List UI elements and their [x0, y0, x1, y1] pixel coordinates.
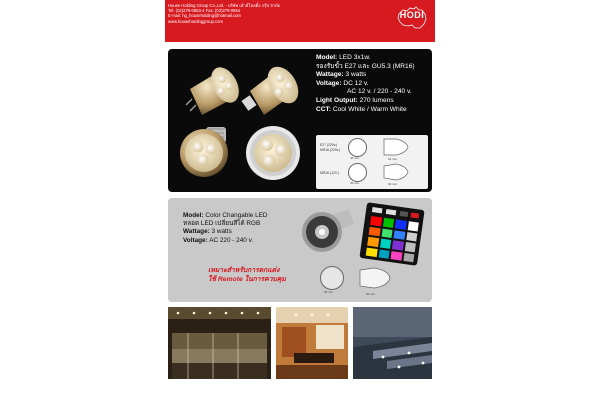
- rgb-bulb-side-outline: [358, 266, 392, 290]
- key-strobe: [404, 242, 416, 252]
- key-white: [407, 221, 419, 231]
- dim-diameter-1: 46 mm.: [350, 156, 361, 160]
- voltage-value-2: AC 220 - 240 v.: [209, 236, 254, 244]
- slogan-text: [208, 266, 286, 284]
- showroom-jewelry-store-photo: [168, 307, 271, 379]
- key-blue: [395, 219, 407, 229]
- company-info: [168, 3, 280, 24]
- key-purple: [392, 240, 404, 250]
- key-light-blue: [393, 230, 405, 240]
- voltage-ac: AC 12 v. / 220 - 240 v.: [347, 88, 412, 96]
- voltage-label: Voltage:: [316, 79, 342, 87]
- logo-text: HODI: [399, 10, 425, 20]
- bulb-side-outline-2: [382, 162, 410, 182]
- model-label-2: Model:: [183, 212, 204, 219]
- slogan-line-2: ใช้ Remote ในการควบคุม: [208, 276, 286, 283]
- hodi-logo: [394, 4, 430, 34]
- key-light-green: [381, 228, 393, 238]
- wattage-value: 3 watts: [345, 71, 367, 79]
- key-pink: [391, 251, 403, 261]
- key-fade: [403, 252, 415, 262]
- company-name: House Holding Group Co.,Ltd. - บริษัท เฮ้าส์โฮลดิ้ง กรุ๊ป จำกัด: [168, 3, 281, 8]
- wattage-value-2: 3 watts: [211, 228, 232, 236]
- brochure-page: [165, 0, 435, 400]
- light-output-label: Light Output:: [316, 96, 358, 104]
- product-panel-led-3x1w: [168, 49, 432, 192]
- interior-kitchen-photo: [276, 307, 348, 379]
- diagram-label-mr16-220: MR16 (220v.): [320, 148, 341, 152]
- socket-support-text: รองรับขั้ว E27 และ GU5.3 (MR16): [316, 62, 415, 70]
- header-banner: [165, 0, 435, 42]
- model-value-2: Color Changable LED: [205, 212, 268, 219]
- wattage-label-2: Wattage:: [183, 228, 210, 236]
- key-red: [370, 216, 382, 226]
- wattage-label: Wattage:: [316, 71, 344, 79]
- rgb-remote-control: [359, 202, 424, 266]
- bulb-side-outline: [382, 137, 410, 157]
- key-orange: [369, 226, 381, 236]
- led-bulb-e27-photo: [180, 127, 228, 177]
- model-value: LED 3x1w.: [339, 54, 371, 61]
- key-amber: [367, 237, 379, 247]
- led-bulb-face-photo: [246, 126, 300, 180]
- remote-dim-button: [386, 209, 397, 215]
- spec-block-rgb-led: [183, 212, 268, 245]
- key-flash: [406, 232, 418, 242]
- key-yellow: [366, 247, 378, 257]
- dimension-diagram: [316, 135, 428, 189]
- slogan-line-1: เหมาะสำหรับการตกแต่ง: [208, 267, 280, 274]
- dim-length-2: 62 mm.: [388, 182, 399, 186]
- rgb-thai-description: หลอด LED เปลี่ยนสีได้ RGB: [183, 220, 261, 228]
- spec-block-led-3x1w: [316, 54, 415, 114]
- dim-length-1: 62 mm.: [388, 157, 399, 161]
- remote-off-button: [400, 211, 409, 217]
- remote-on-button: [410, 212, 419, 218]
- key-green: [383, 218, 395, 228]
- cct-label: CCT:: [316, 105, 332, 113]
- website-link[interactable]: www.househoIdinggroup.com: [168, 18, 223, 24]
- led-bulb-mr16-photo: [186, 63, 245, 115]
- product-panel-rgb-led: [168, 198, 432, 302]
- rgb-dim-diameter: 46 mm.: [324, 290, 335, 294]
- email: E-mail: hg_householding@hotmail.com: [168, 13, 241, 19]
- cct-value: Cool White / Warm White: [332, 105, 407, 113]
- rgb-bulb-photo: [298, 204, 358, 256]
- bulb-front-outline: [348, 138, 367, 157]
- rgb-bulb-front-outline: [320, 266, 344, 290]
- remote-color-keypad: [366, 216, 419, 262]
- phone-fax: Tel. (02)279-0653-4 Fax. (02)279-0654: [168, 8, 241, 14]
- interior-stairs-photo: [353, 307, 432, 379]
- led-bulb-gu53-photo: [241, 61, 304, 115]
- diagram-label-mr16-12v: MR16 (12V.): [320, 171, 339, 175]
- remote-brightness-button: [372, 207, 383, 213]
- key-cyan: [380, 238, 392, 248]
- voltage-dc: DC 12 v.: [343, 79, 369, 87]
- bulb-front-outline-2: [348, 163, 367, 182]
- dim-diameter-2: 46 mm.: [350, 181, 361, 185]
- model-label: Model:: [316, 54, 338, 61]
- voltage-label-2: Voltage:: [183, 236, 208, 244]
- key-teal: [378, 249, 390, 259]
- diagram-label-e27: E27 (220v.): [320, 143, 338, 147]
- light-output-value: 270 lumens: [359, 96, 394, 104]
- led-bulbs-photo: [168, 49, 313, 192]
- rgb-dim-length: 62 mm.: [366, 292, 377, 296]
